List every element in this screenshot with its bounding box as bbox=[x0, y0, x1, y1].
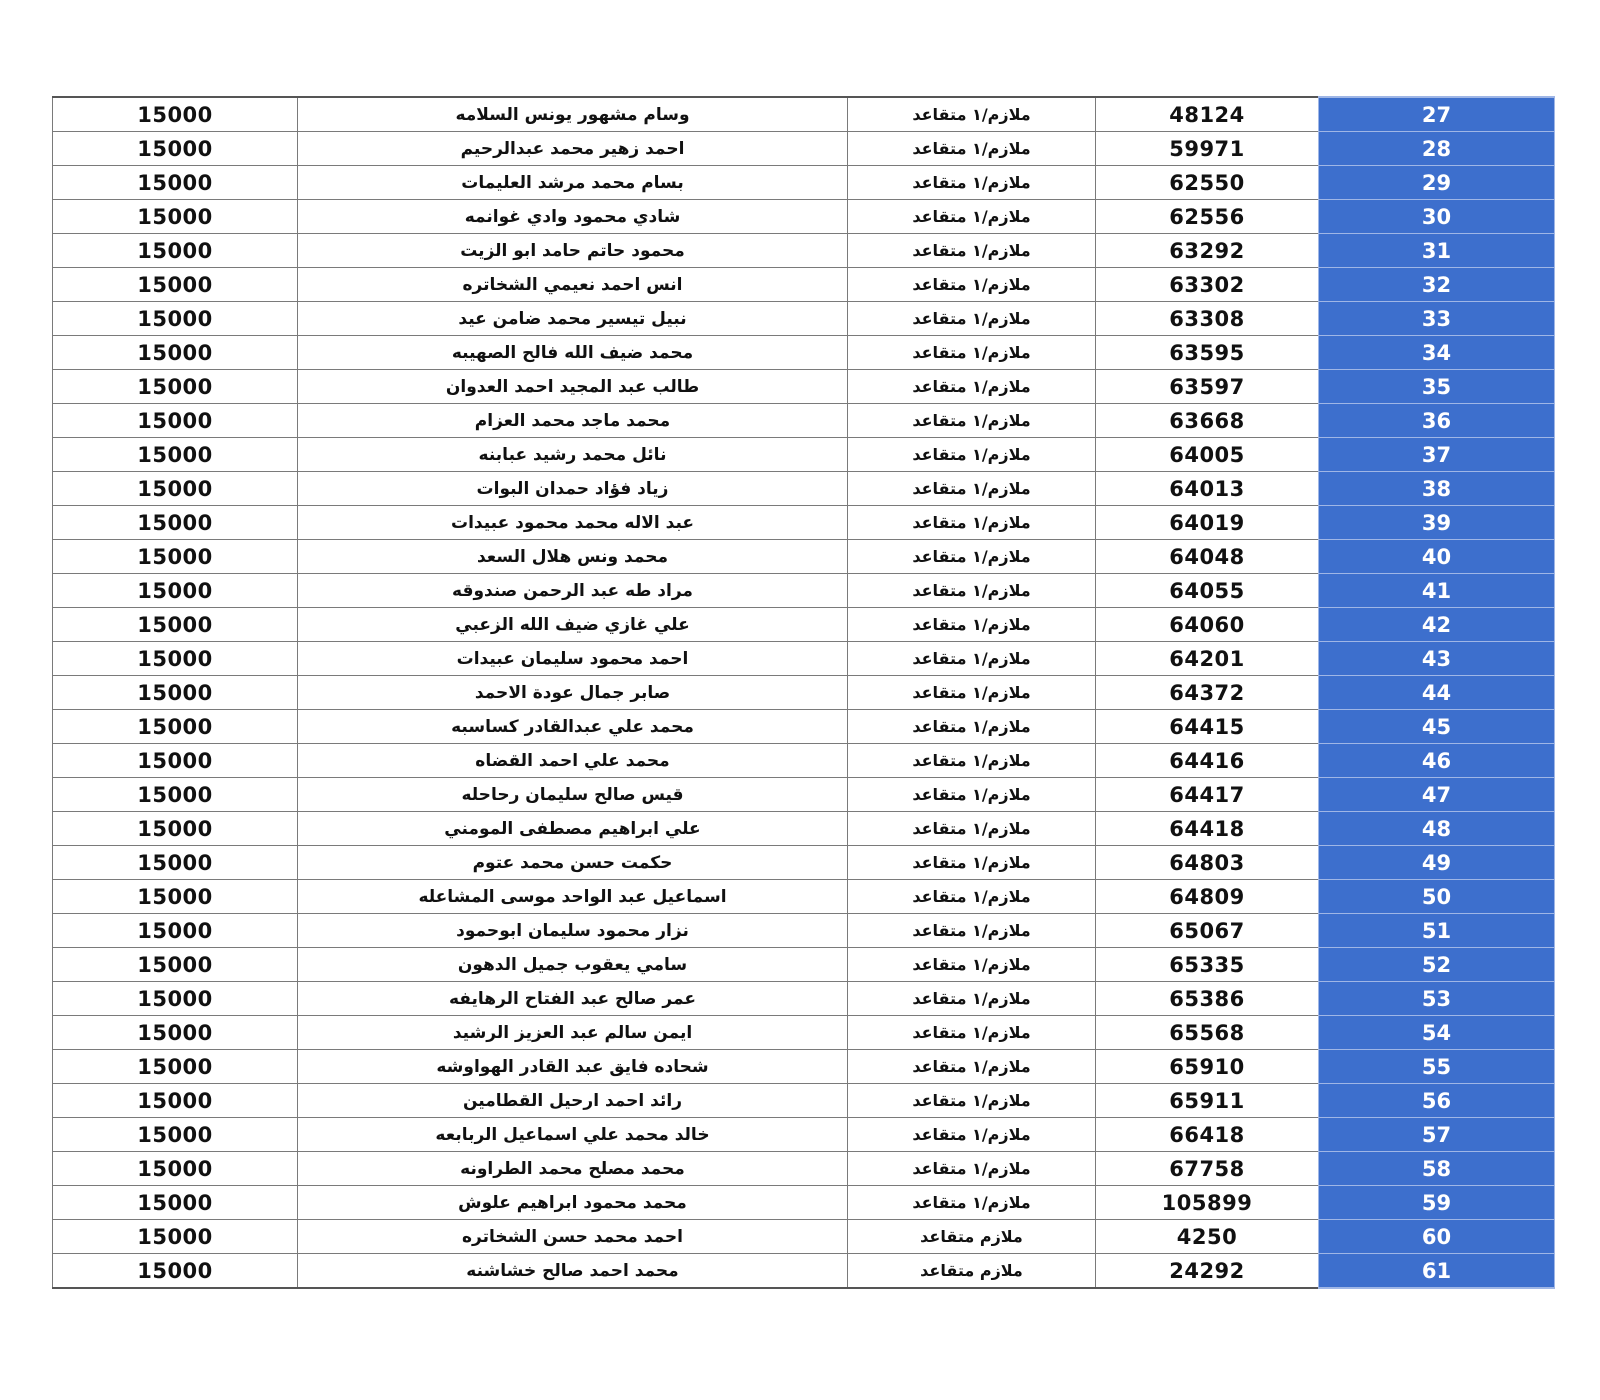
person-name-cell: محمد مصلح محمد الطراونه bbox=[298, 1152, 848, 1186]
person-name-cell: انس احمد نعيمي الشخاتره bbox=[298, 268, 848, 302]
row-number-cell: 54 bbox=[1319, 1016, 1555, 1050]
table-row bbox=[53, 1254, 1555, 1289]
person-name-cell: محمد ضيف الله فالح الصهيبه bbox=[298, 336, 848, 370]
row-number-cell: 42 bbox=[1319, 608, 1555, 642]
person-name-cell: علي ابراهيم مصطفى المومني bbox=[298, 812, 848, 846]
table-row bbox=[53, 846, 1555, 880]
table-row bbox=[53, 710, 1555, 744]
military-number-cell: 24292 bbox=[1096, 1254, 1319, 1289]
person-name-cell: احمد زهير محمد عبدالرحيم bbox=[298, 132, 848, 166]
amount-cell: 15000 bbox=[53, 812, 298, 846]
person-name-cell: حكمت حسن محمد عتوم bbox=[298, 846, 848, 880]
amount-cell: 15000 bbox=[53, 234, 298, 268]
person-name-cell: محمد ماجد محمد العزام bbox=[298, 404, 848, 438]
rank-cell: ملازم/١ متقاعد bbox=[848, 200, 1096, 234]
rank-cell: ملازم/١ متقاعد bbox=[848, 336, 1096, 370]
military-number-cell: 59971 bbox=[1096, 132, 1319, 166]
rank-cell: ملازم/١ متقاعد bbox=[848, 302, 1096, 336]
military-number-cell: 64418 bbox=[1096, 812, 1319, 846]
row-number-cell: 60 bbox=[1319, 1220, 1555, 1254]
table-row bbox=[53, 472, 1555, 506]
table-row bbox=[53, 302, 1555, 336]
military-number-cell: 65386 bbox=[1096, 982, 1319, 1016]
row-number-cell: 27 bbox=[1319, 97, 1555, 132]
amount-cell: 15000 bbox=[53, 336, 298, 370]
row-number-cell: 52 bbox=[1319, 948, 1555, 982]
person-name-cell: بسام محمد مرشد العليمات bbox=[298, 166, 848, 200]
rank-cell: ملازم/١ متقاعد bbox=[848, 778, 1096, 812]
row-number-cell: 41 bbox=[1319, 574, 1555, 608]
amount-cell: 15000 bbox=[53, 1050, 298, 1084]
person-name-cell: عبد الاله محمد محمود عبيدات bbox=[298, 506, 848, 540]
amount-cell: 15000 bbox=[53, 1186, 298, 1220]
row-number-cell: 36 bbox=[1319, 404, 1555, 438]
table-row bbox=[53, 200, 1555, 234]
person-name-cell: شحاده فايق عبد القادر الهواوشه bbox=[298, 1050, 848, 1084]
person-name-cell: محمد احمد صالح خشاشنه bbox=[298, 1254, 848, 1289]
rank-cell: ملازم/١ متقاعد bbox=[848, 132, 1096, 166]
amount-cell: 15000 bbox=[53, 132, 298, 166]
table-row bbox=[53, 914, 1555, 948]
rank-cell: ملازم/١ متقاعد bbox=[848, 268, 1096, 302]
row-number-cell: 29 bbox=[1319, 166, 1555, 200]
person-name-cell: شادي محمود وادي غوانمه bbox=[298, 200, 848, 234]
rank-cell: ملازم/١ متقاعد bbox=[848, 744, 1096, 778]
amount-cell: 15000 bbox=[53, 948, 298, 982]
military-number-cell: 64809 bbox=[1096, 880, 1319, 914]
amount-cell: 15000 bbox=[53, 370, 298, 404]
row-number-cell: 44 bbox=[1319, 676, 1555, 710]
table-row bbox=[53, 1220, 1555, 1254]
military-number-cell: 64416 bbox=[1096, 744, 1319, 778]
amount-cell: 15000 bbox=[53, 778, 298, 812]
amount-cell: 15000 bbox=[53, 97, 298, 132]
rank-cell: ملازم/١ متقاعد bbox=[848, 234, 1096, 268]
row-number-cell: 30 bbox=[1319, 200, 1555, 234]
amount-cell: 15000 bbox=[53, 506, 298, 540]
military-number-cell: 64417 bbox=[1096, 778, 1319, 812]
rank-cell: ملازم/١ متقاعد bbox=[848, 676, 1096, 710]
military-number-cell: 64372 bbox=[1096, 676, 1319, 710]
row-number-cell: 35 bbox=[1319, 370, 1555, 404]
amount-cell: 15000 bbox=[53, 846, 298, 880]
person-name-cell: احمد محمود سليمان عبيدات bbox=[298, 642, 848, 676]
military-number-cell: 64415 bbox=[1096, 710, 1319, 744]
person-name-cell: محمد علي عبدالقادر كساسبه bbox=[298, 710, 848, 744]
rank-cell: ملازم/١ متقاعد bbox=[848, 608, 1096, 642]
military-number-cell: 63597 bbox=[1096, 370, 1319, 404]
military-number-cell: 105899 bbox=[1096, 1186, 1319, 1220]
amount-cell: 15000 bbox=[53, 744, 298, 778]
military-number-cell: 64048 bbox=[1096, 540, 1319, 574]
table-row bbox=[53, 574, 1555, 608]
person-name-cell: محمد علي احمد القضاه bbox=[298, 744, 848, 778]
military-number-cell: 65910 bbox=[1096, 1050, 1319, 1084]
row-number-cell: 56 bbox=[1319, 1084, 1555, 1118]
military-number-cell: 65335 bbox=[1096, 948, 1319, 982]
person-name-cell: نزار محمود سليمان ابوحمود bbox=[298, 914, 848, 948]
table-row bbox=[53, 1186, 1555, 1220]
military-number-cell: 63595 bbox=[1096, 336, 1319, 370]
rank-cell: ملازم/١ متقاعد bbox=[848, 404, 1096, 438]
row-number-cell: 28 bbox=[1319, 132, 1555, 166]
table-row bbox=[53, 642, 1555, 676]
rank-cell: ملازم/١ متقاعد bbox=[848, 166, 1096, 200]
rank-cell: ملازم/١ متقاعد bbox=[848, 880, 1096, 914]
row-number-cell: 37 bbox=[1319, 438, 1555, 472]
table-row bbox=[53, 880, 1555, 914]
table-row bbox=[53, 948, 1555, 982]
row-number-cell: 47 bbox=[1319, 778, 1555, 812]
person-name-cell: محمد محمود ابراهيم علوش bbox=[298, 1186, 848, 1220]
military-number-cell: 64201 bbox=[1096, 642, 1319, 676]
amount-cell: 15000 bbox=[53, 880, 298, 914]
table-row bbox=[53, 982, 1555, 1016]
amount-cell: 15000 bbox=[53, 710, 298, 744]
row-number-cell: 33 bbox=[1319, 302, 1555, 336]
rank-cell: ملازم/١ متقاعد bbox=[848, 540, 1096, 574]
row-number-cell: 61 bbox=[1319, 1254, 1555, 1289]
table-row bbox=[53, 438, 1555, 472]
row-number-cell: 43 bbox=[1319, 642, 1555, 676]
amount-cell: 15000 bbox=[53, 642, 298, 676]
person-name-cell: زياد فؤاد حمدان البوات bbox=[298, 472, 848, 506]
military-number-cell: 63308 bbox=[1096, 302, 1319, 336]
row-number-cell: 49 bbox=[1319, 846, 1555, 880]
rank-cell: ملازم/١ متقاعد bbox=[848, 642, 1096, 676]
person-name-cell: صابر جمال عودة الاحمد bbox=[298, 676, 848, 710]
row-number-cell: 48 bbox=[1319, 812, 1555, 846]
table-row bbox=[53, 97, 1555, 132]
amount-cell: 15000 bbox=[53, 982, 298, 1016]
row-number-cell: 45 bbox=[1319, 710, 1555, 744]
person-name-cell: نائل محمد رشيد عبابنه bbox=[298, 438, 848, 472]
table-row bbox=[53, 166, 1555, 200]
table-row bbox=[53, 676, 1555, 710]
military-number-cell: 63668 bbox=[1096, 404, 1319, 438]
person-name-cell: وسام مشهور يونس السلامه bbox=[298, 97, 848, 132]
rank-cell: ملازم/١ متقاعد bbox=[848, 574, 1096, 608]
amount-cell: 15000 bbox=[53, 1152, 298, 1186]
amount-cell: 15000 bbox=[53, 608, 298, 642]
table-row bbox=[53, 268, 1555, 302]
table-row bbox=[53, 812, 1555, 846]
table-row bbox=[53, 370, 1555, 404]
table-row bbox=[53, 778, 1555, 812]
table-row bbox=[53, 336, 1555, 370]
military-number-cell: 64013 bbox=[1096, 472, 1319, 506]
rank-cell: ملازم/١ متقاعد bbox=[848, 982, 1096, 1016]
rank-cell: ملازم/١ متقاعد bbox=[848, 506, 1096, 540]
rank-cell: ملازم/١ متقاعد bbox=[848, 1118, 1096, 1152]
military-number-cell: 62550 bbox=[1096, 166, 1319, 200]
amount-cell: 15000 bbox=[53, 472, 298, 506]
person-name-cell: رائد احمد ارحيل القطامين bbox=[298, 1084, 848, 1118]
military-number-cell: 64060 bbox=[1096, 608, 1319, 642]
rank-cell: ملازم/١ متقاعد bbox=[848, 1084, 1096, 1118]
amount-cell: 15000 bbox=[53, 676, 298, 710]
military-number-cell: 4250 bbox=[1096, 1220, 1319, 1254]
table-row bbox=[53, 608, 1555, 642]
table-row bbox=[53, 132, 1555, 166]
amount-cell: 15000 bbox=[53, 914, 298, 948]
person-name-cell: سامي يعقوب جميل الدهون bbox=[298, 948, 848, 982]
rank-cell: ملازم/١ متقاعد bbox=[848, 472, 1096, 506]
military-number-cell: 65911 bbox=[1096, 1084, 1319, 1118]
person-name-cell: محمود حاتم حامد ابو الزيت bbox=[298, 234, 848, 268]
person-name-cell: احمد محمد حسن الشخاتره bbox=[298, 1220, 848, 1254]
rank-cell: ملازم/١ متقاعد bbox=[848, 370, 1096, 404]
row-number-cell: 39 bbox=[1319, 506, 1555, 540]
table-row bbox=[53, 744, 1555, 778]
amount-cell: 15000 bbox=[53, 1254, 298, 1289]
military-number-cell: 65067 bbox=[1096, 914, 1319, 948]
rank-cell: ملازم/١ متقاعد bbox=[848, 438, 1096, 472]
rank-cell: ملازم/١ متقاعد bbox=[848, 710, 1096, 744]
row-number-cell: 38 bbox=[1319, 472, 1555, 506]
amount-cell: 15000 bbox=[53, 1016, 298, 1050]
rank-cell: ملازم/١ متقاعد bbox=[848, 1016, 1096, 1050]
amount-cell: 15000 bbox=[53, 200, 298, 234]
roster-sheet bbox=[53, 96, 1555, 1289]
rank-cell: ملازم/١ متقاعد bbox=[848, 948, 1096, 982]
rank-cell: ملازم متقاعد bbox=[848, 1254, 1096, 1289]
military-number-cell: 62556 bbox=[1096, 200, 1319, 234]
row-number-cell: 51 bbox=[1319, 914, 1555, 948]
military-number-cell: 64019 bbox=[1096, 506, 1319, 540]
rank-cell: ملازم/١ متقاعد bbox=[848, 812, 1096, 846]
rank-cell: ملازم/١ متقاعد bbox=[848, 914, 1096, 948]
amount-cell: 15000 bbox=[53, 438, 298, 472]
military-number-cell: 64803 bbox=[1096, 846, 1319, 880]
amount-cell: 15000 bbox=[53, 166, 298, 200]
amount-cell: 15000 bbox=[53, 1084, 298, 1118]
row-number-cell: 46 bbox=[1319, 744, 1555, 778]
row-number-cell: 57 bbox=[1319, 1118, 1555, 1152]
row-number-cell: 59 bbox=[1319, 1186, 1555, 1220]
person-name-cell: علي غازي ضيف الله الزعبي bbox=[298, 608, 848, 642]
table-row bbox=[53, 404, 1555, 438]
person-name-cell: طالب عبد المجيد احمد العدوان bbox=[298, 370, 848, 404]
person-name-cell: اسماعيل عبد الواحد موسى المشاعله bbox=[298, 880, 848, 914]
row-number-cell: 58 bbox=[1319, 1152, 1555, 1186]
row-number-cell: 34 bbox=[1319, 336, 1555, 370]
table-row bbox=[53, 1050, 1555, 1084]
table-row bbox=[53, 1118, 1555, 1152]
military-number-cell: 64055 bbox=[1096, 574, 1319, 608]
amount-cell: 15000 bbox=[53, 540, 298, 574]
table-row bbox=[53, 234, 1555, 268]
row-number-cell: 55 bbox=[1319, 1050, 1555, 1084]
military-number-cell: 64005 bbox=[1096, 438, 1319, 472]
person-name-cell: قيس صالح سليمان رحاحله bbox=[298, 778, 848, 812]
rank-cell: ملازم/١ متقاعد bbox=[848, 846, 1096, 880]
military-number-cell: 63302 bbox=[1096, 268, 1319, 302]
amount-cell: 15000 bbox=[53, 404, 298, 438]
rank-cell: ملازم متقاعد bbox=[848, 1220, 1096, 1254]
amount-cell: 15000 bbox=[53, 574, 298, 608]
table-row bbox=[53, 1084, 1555, 1118]
military-number-cell: 63292 bbox=[1096, 234, 1319, 268]
military-number-cell: 48124 bbox=[1096, 97, 1319, 132]
person-name-cell: نبيل تيسير محمد ضامن عيد bbox=[298, 302, 848, 336]
amount-cell: 15000 bbox=[53, 1220, 298, 1254]
table-row bbox=[53, 506, 1555, 540]
rank-cell: ملازم/١ متقاعد bbox=[848, 97, 1096, 132]
row-number-cell: 50 bbox=[1319, 880, 1555, 914]
military-number-cell: 67758 bbox=[1096, 1152, 1319, 1186]
person-name-cell: خالد محمد علي اسماعيل الربابعه bbox=[298, 1118, 848, 1152]
amount-cell: 15000 bbox=[53, 268, 298, 302]
rank-cell: ملازم/١ متقاعد bbox=[848, 1050, 1096, 1084]
table-row bbox=[53, 1016, 1555, 1050]
military-number-cell: 65568 bbox=[1096, 1016, 1319, 1050]
person-name-cell: عمر صالح عبد الفتاح الرهايفه bbox=[298, 982, 848, 1016]
retirees-table bbox=[52, 96, 1555, 1289]
table-body bbox=[53, 97, 1555, 1288]
military-number-cell: 66418 bbox=[1096, 1118, 1319, 1152]
row-number-cell: 53 bbox=[1319, 982, 1555, 1016]
person-name-cell: مراد طه عبد الرحمن صندوقه bbox=[298, 574, 848, 608]
person-name-cell: محمد ونس هلال السعد bbox=[298, 540, 848, 574]
rank-cell: ملازم/١ متقاعد bbox=[848, 1152, 1096, 1186]
amount-cell: 15000 bbox=[53, 302, 298, 336]
table-row bbox=[53, 540, 1555, 574]
row-number-cell: 31 bbox=[1319, 234, 1555, 268]
table-row bbox=[53, 1152, 1555, 1186]
rank-cell: ملازم/١ متقاعد bbox=[848, 1186, 1096, 1220]
person-name-cell: ايمن سالم عبد العزيز الرشيد bbox=[298, 1016, 848, 1050]
row-number-cell: 40 bbox=[1319, 540, 1555, 574]
row-number-cell: 32 bbox=[1319, 268, 1555, 302]
amount-cell: 15000 bbox=[53, 1118, 298, 1152]
